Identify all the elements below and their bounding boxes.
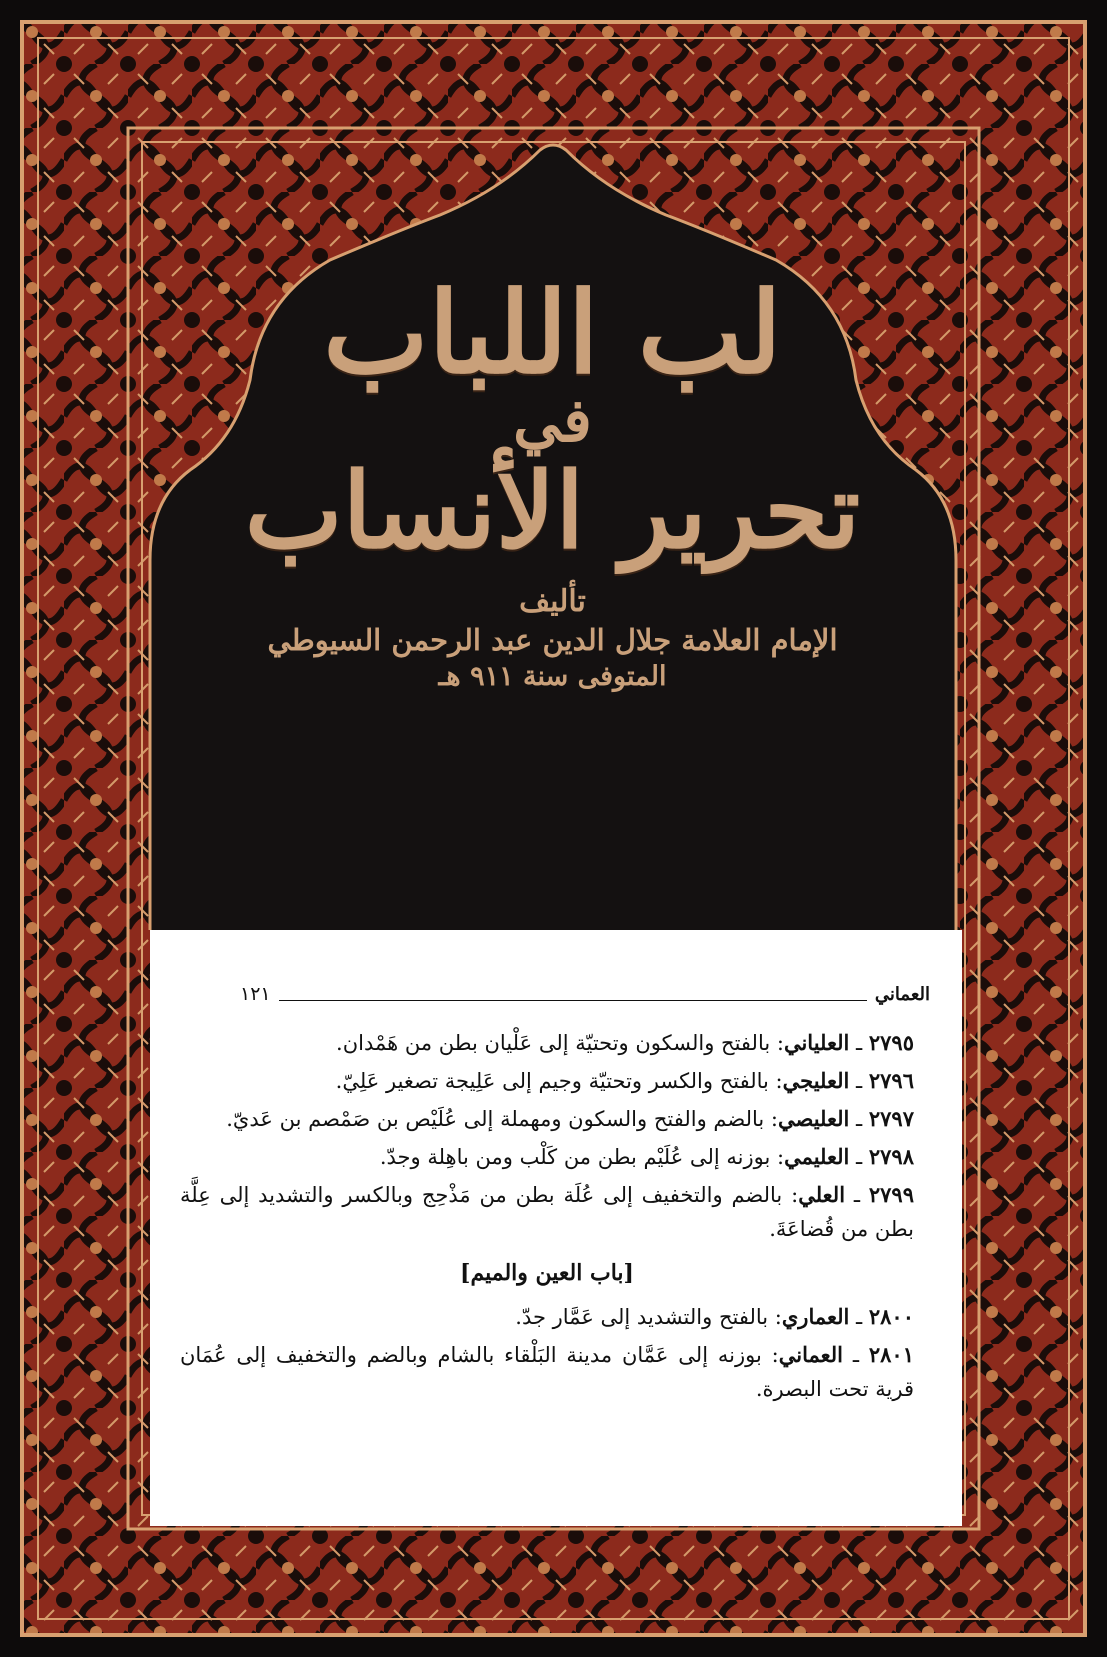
entry-text: بالضم والتخفيف إلى عُلَة بطن من مَذْحِج وبالكسر والتشديد إلى عِلَّة بطن من قُضاعَةَ. (180, 1183, 914, 1241)
cover-title-line1: لب اللباب (323, 268, 782, 399)
entry-number: ٢٧٩٥ (868, 1030, 914, 1055)
entry-term: العماري (781, 1304, 850, 1329)
list-item: ٢٧٩٩ ـ العلي: بالضم والتخفيف إلى عُلَة بطن من مَذْحِج وبالكسر والتشديد إلى عِلَّة بطن من قُضاعَةَ. (180, 1182, 914, 1241)
entry-number: ٢٧٩٨ (868, 1144, 914, 1169)
text-page (150, 930, 962, 1526)
running-title: العماني (874, 983, 930, 1005)
page-number: ١٢١ (240, 983, 271, 1005)
cover-author: الإمام العلامة جلال الدين عبد الرحمن السيوطي (267, 623, 838, 658)
entry-term: العليمي (784, 1144, 850, 1169)
entry-number: ٢٧٩٦ (868, 1068, 914, 1093)
entry-text: بوزنه إلى عَمَّان مدينة البَلْقاء بالشام وبالضم والتخفيف إلى عُمَان قرية تحت البصرة. (180, 1343, 914, 1401)
entry-text: بالفتح والتشديد إلى عَمَّار جدّ. (515, 1305, 769, 1329)
list-item: ٢٧٩٦ ـ العليجي: بالفتح والكسر وتحتيّة وجيم إلى عَلِيجة تصغير عَلِيّ. (335, 1068, 914, 1093)
cover-death-date: المتوفى سنة ٩١١ هـ (438, 661, 667, 693)
list-item: ٢٨٠١ ـ العماني: بوزنه إلى عَمَّان مدينة البَلْقاء بالشام وبالضم والتخفيف إلى عُمَان قرية تحت البصرة. (180, 1342, 914, 1401)
list-item: ٢٧٩٥ ـ العلياني: بالفتح والسكون وتحتيّة إلى عَلْيان بطن من هَمْدان. (336, 1030, 914, 1055)
entry-number: ٢٧٩٧ (868, 1106, 914, 1131)
running-head (240, 982, 930, 1006)
entry-term: العليصي (777, 1106, 850, 1131)
entry-text: بالفتح والسكون وتحتيّة إلى عَلْيان بطن من هَمْدان. (336, 1031, 771, 1055)
entries-list (180, 1026, 914, 1410)
entry-term: العماني (778, 1342, 844, 1367)
cover-title-line3: تحرير الأنساب (244, 448, 861, 572)
entry-text: بالضم والفتح والسكون ومهملة إلى عُلَيْص بن صَمْصم بن عَديّ. (226, 1107, 765, 1131)
entry-number: ٢٧٩٩ (868, 1182, 914, 1207)
entry-number: ٢٨٠٠ (868, 1304, 914, 1329)
list-item: ٢٧٩٧ ـ العليصي: بالضم والفتح والسكون ومهملة إلى عُلَيْص بن صَمْصم بن عَديّ. (226, 1106, 914, 1131)
list-item: ٢٨٠٠ ـ العماري: بالفتح والتشديد إلى عَمَّار جدّ. (515, 1304, 914, 1329)
entry-number: ٢٨٠١ (868, 1342, 914, 1367)
list-item: ٢٧٩٨ ـ العليمي: بوزنه إلى عُلَيْم بطن من كَلْب ومن باهِلة وجدّ. (379, 1144, 914, 1169)
entry-term: العلياني (783, 1030, 850, 1055)
entry-text: بوزنه إلى عُلَيْم بطن من كَلْب ومن باهِلة وجدّ. (379, 1145, 771, 1169)
running-head-rule (279, 1000, 867, 1001)
cover-title-block (150, 270, 955, 692)
cover-by-label: تأليف (519, 584, 586, 620)
section-heading: [باب العين والميم] (460, 1260, 634, 1286)
entry-term: العليجي (782, 1068, 850, 1093)
entry-term: العلي (798, 1182, 846, 1207)
cover-title-line2: في (513, 385, 592, 456)
entry-text: بالفتح والكسر وتحتيّة وجيم إلى عَلِيجة تصغير عَلِيّ. (335, 1069, 769, 1093)
